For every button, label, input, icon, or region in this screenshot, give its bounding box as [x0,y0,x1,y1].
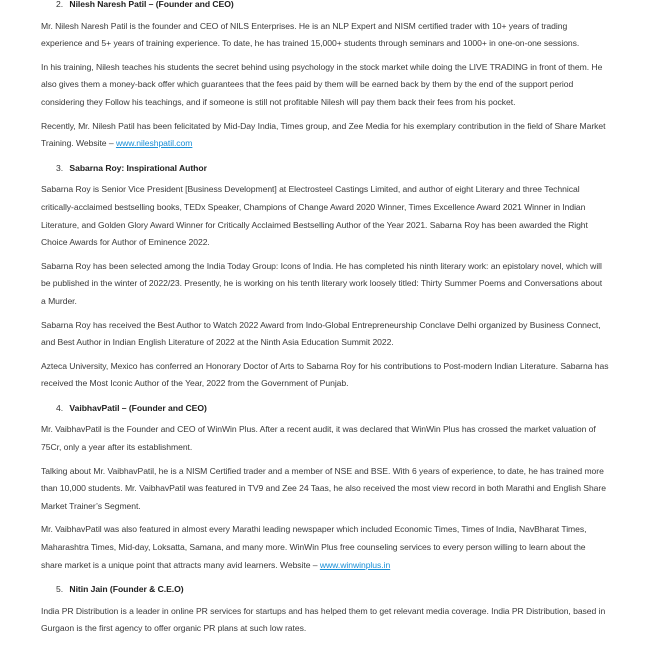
paragraph-with-link [41,521,609,574]
section-title: Sabarna Roy: Inspirational Author [69,162,207,173]
website-link-nileshpatil[interactable]: www.nileshpatil.com [115,138,193,149]
section-title: Nitin Jain (Founder & C.E.O) [69,584,184,595]
section-number: 4. [56,402,64,413]
paragraph: Mr. Nilesh Naresh Patil is the founder and CEO of NILS Enterprises. He is an NLP Expert and NISM certified trader with 10+ years of trading experience and 5+ years of training experience. To date, he has trained 15,000+ students through seminars and 1000+ in one-on-one sessions. [41,20,580,49]
section-heading [41,581,609,599]
section-number: 5. [56,584,64,595]
section-number: 3. [56,162,64,173]
paragraph: Sabarna Roy has received the Best Author to Watch 2022 Award from Indo-Global Entrepreneurship Conclave Delhi organized by Business Connect, and Best Author in Indian English Literature of 2022 at the Ninth Asia Education Summit 2022. [41,319,601,348]
paragraph-text: Recently, Mr. Nilesh Patil has been felicitated by Mid-Day India, Times group, and Zee Media for his exemplary contribution in the field of Share Market Training. Website – [41,120,606,149]
section-heading [41,0,609,14]
paragraph-with-link [41,118,609,153]
paragraph: Sabarna Roy is Senior Vice President [Business Development] at Electrosteel Castings Limited, and author of eight Literary and three Technical critically-acclaimed bestselling books, TEDx Speaker, Champions of Change Award 2020 Winner, Times Excellence Award 2021 Winner in Indian Literature, and Golden Glory Award Winner for Critically Acclaimed Bestselling Author of the Year 2021. Sabarna Roy has been awarded the Right Choice Awards for Author of Eminence 2022. [41,184,588,248]
section-title: VaibhavPatil – (Founder and CEO) [69,402,207,413]
website-link-winwinplus[interactable]: www.winwinplus.in [319,559,391,570]
paragraph: Mr. VaibhavPatil is the Founder and CEO of WinWin Plus. After a recent audit, it was declared that WinWin Plus has crossed the market valuation of 75Cr, only a year after its establishment. [41,424,596,453]
section-number: 2. [56,0,64,9]
section-heading [41,160,609,178]
section-heading [41,400,609,418]
paragraph: India PR Distribution is a leader in online PR services for startups and has helped them to get relevant media coverage. India PR Distribution, based in Gurgaon is the first agency to offer organic PR plans at such low rates. [41,605,606,634]
section-title: Nilesh Naresh Patil – (Founder and CEO) [69,0,234,9]
paragraph: Sabarna Roy has been selected among the India Today Group: Icons of India. He has completed his ninth literary work: an epistolary novel, which will be published in the winter of 2022/23. Presently, he is working on his tenth literary work loosely titled: Thirty Summer Poems and Conversations about a Murder. [41,260,603,306]
paragraph-text: Mr. VaibhavPatil was also featured in almost every Marathi leading newspaper which included Economic Times, Times of India, NavBharat Times, Maharashtra Times, Mid-day, Loksatta, Samana, and many more. WinWin Plus free counseling services to every person willing to learn about the share market is a unique point that attracts many avid learners. Website – [41,524,587,570]
paragraph: In his training, Nilesh teaches his students the secret behind using psychology in the stock market while doing the LIVE TRADING in front of them. He also gives them a money-back offer which guarantees that the fees paid by them will be earned back by them by the end of the support period considering they Follow his teachings, and if someone is still not profitable Nilesh will pay them back their fees from his pocket. [41,61,603,107]
article-body [41,0,609,644]
paragraph: Talking about Mr. VaibhavPatil, he is a NISM Certified trader and a member of NSE and BSE. With 6 years of experience, to date, he has trained more than 10,000 students. Mr. VaibhavPatil was featured in TV9 and Zee 24 Taas, he also received the most view record in both Marathi and English Share Market Trainer’s Segment. [41,465,606,511]
paragraph: Azteca University, Mexico has conferred an Honorary Doctor of Arts to Sabarna Roy for his contributions to Post-modern Indian Literature. Sabarna has received the Most Iconic Author of the Year, 2022 from the Government of Punjab. [41,360,609,389]
